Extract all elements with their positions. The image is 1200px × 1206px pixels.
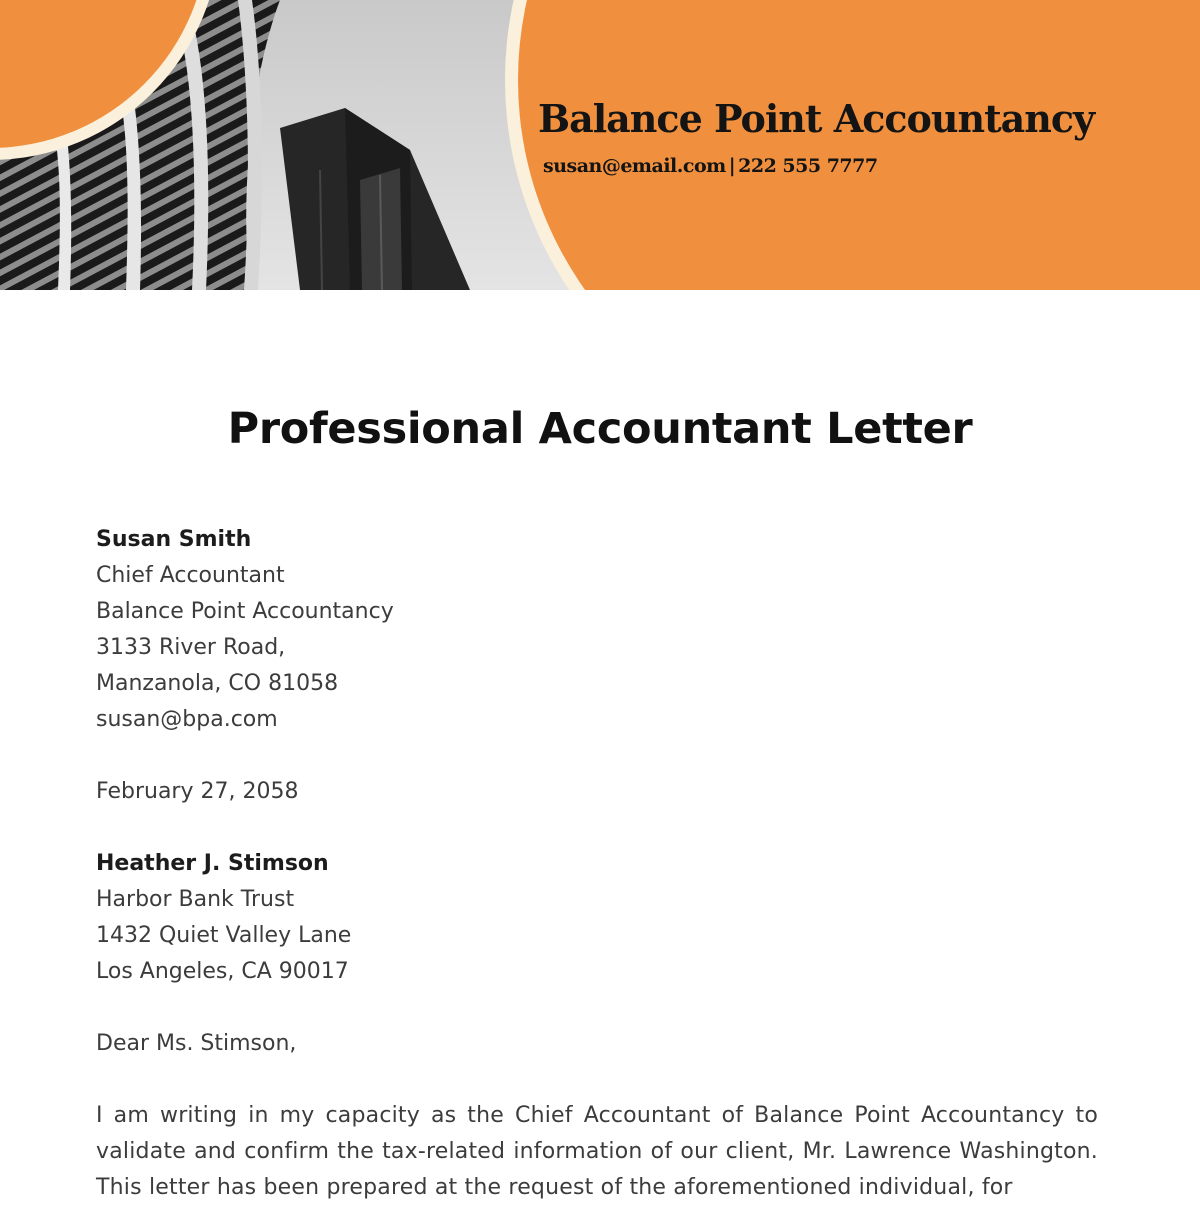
company-name: Balance Point Accountancy xyxy=(538,96,1095,141)
recipient-name: Heather J. Stimson xyxy=(96,851,329,876)
header-contact xyxy=(543,155,878,177)
recipient-block xyxy=(96,846,351,990)
recipient-city: Los Angeles, CA 90017 xyxy=(96,959,349,984)
sender-street: 3133 River Road, xyxy=(96,635,286,660)
sender-block xyxy=(96,522,394,738)
recipient-company: Harbor Bank Trust xyxy=(96,887,295,912)
document-title: Professional Accountant Letter xyxy=(227,404,973,454)
letterhead-banner xyxy=(0,0,1200,290)
salutation: Dear Ms. Stimson, xyxy=(96,1031,297,1056)
letter-date: February 27, 2058 xyxy=(96,779,299,804)
sender-email: susan@bpa.com xyxy=(96,707,278,732)
header-phone: 222 555 7777 xyxy=(738,155,878,177)
sender-name: Susan Smith xyxy=(96,527,252,552)
sender-city: Manzanola, CO 81058 xyxy=(96,671,339,696)
header-email: susan@email.com xyxy=(543,155,726,177)
sender-company: Balance Point Accountancy xyxy=(96,599,394,624)
building-photo-image xyxy=(0,0,1200,290)
contact-separator: | xyxy=(728,155,736,177)
sender-position: Chief Accountant xyxy=(96,563,285,588)
body-paragraph: I am writing in my capacity as the Chief Accountant of Balance Point Accountancy to validate and confirm the tax-related information of our client, Mr. Lawrence Washington. This letter has been prepared at the request of the aforementioned individual, for xyxy=(96,1103,1098,1200)
recipient-street: 1432 Quiet Valley Lane xyxy=(96,923,352,948)
